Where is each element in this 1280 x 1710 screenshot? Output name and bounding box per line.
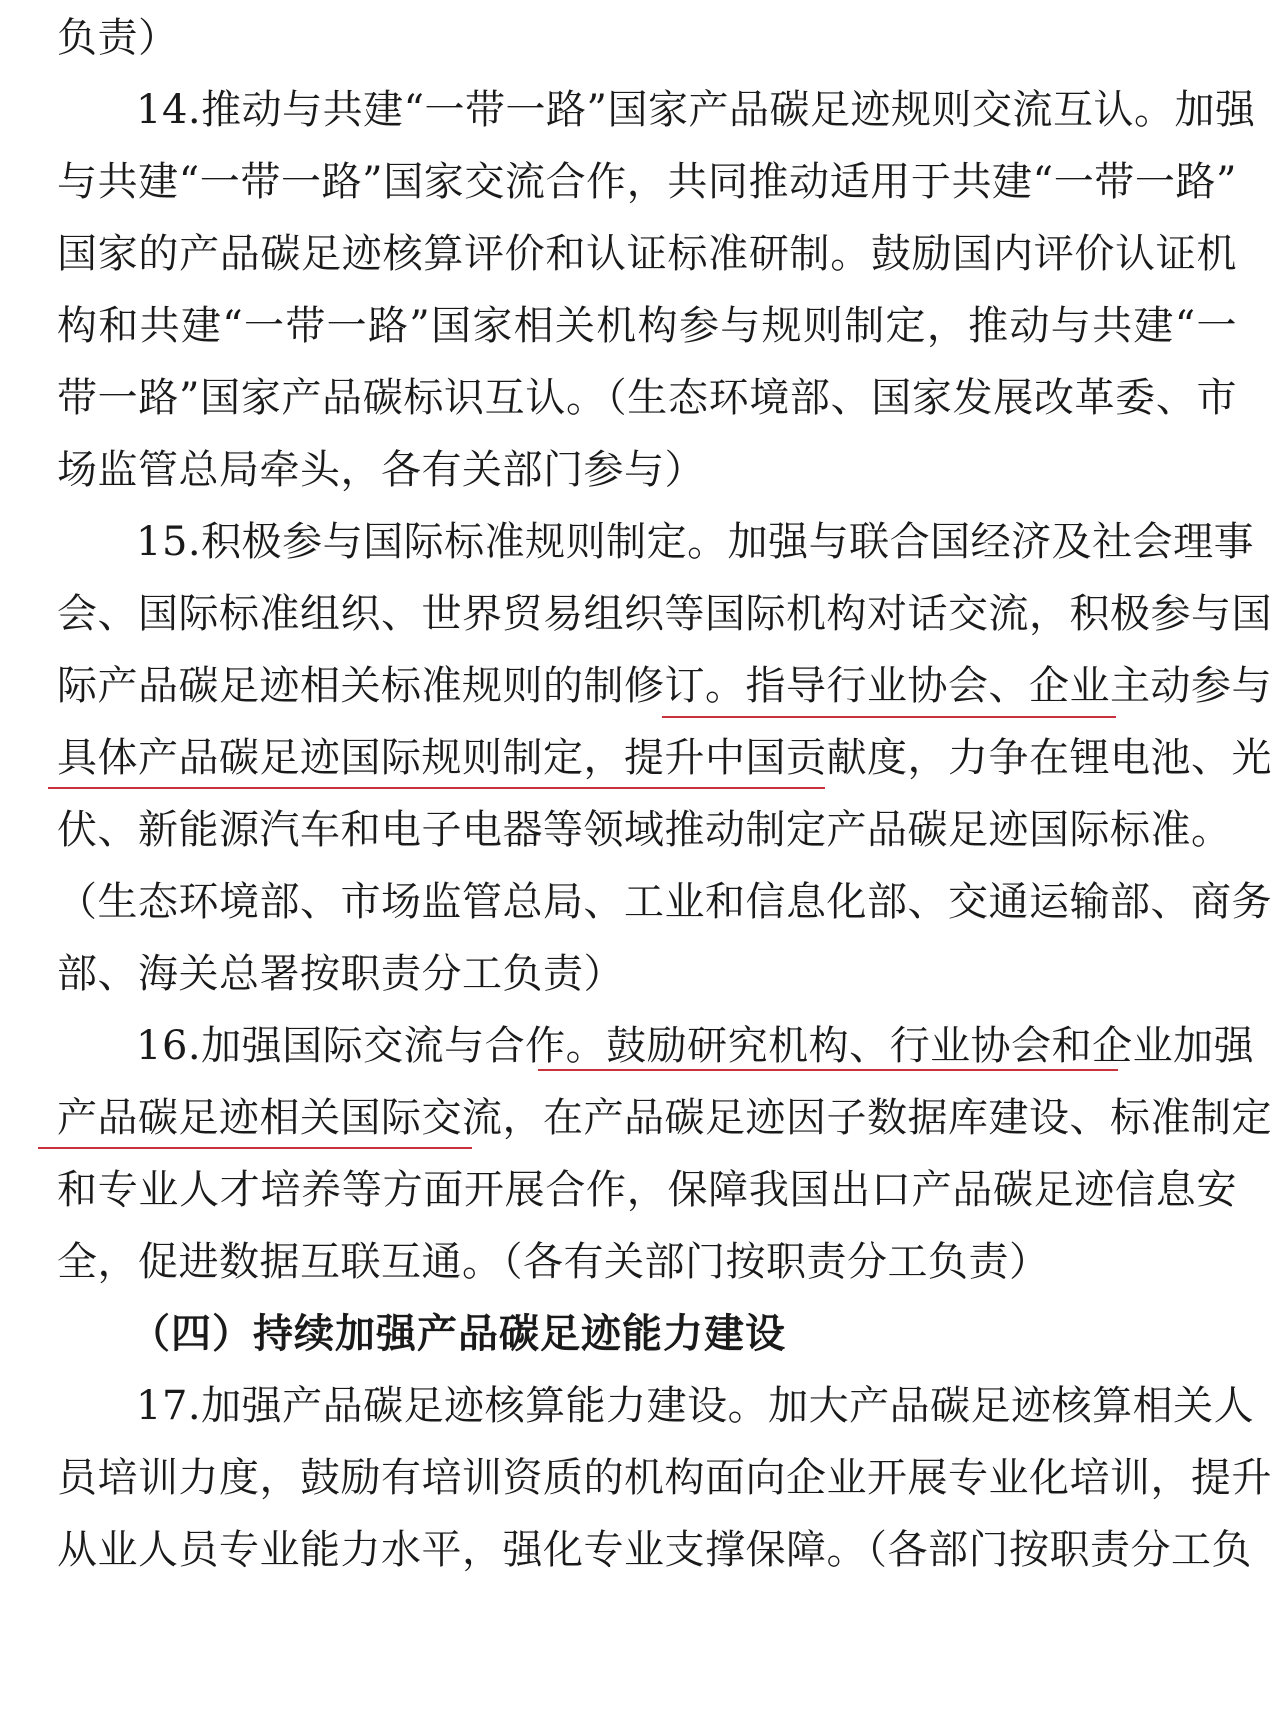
text-line: （生态环境部、市场监管总局、工业和信息化部、交通运输部、商务 bbox=[57, 879, 1272, 925]
red-underline bbox=[48, 787, 825, 789]
red-underline bbox=[38, 1147, 472, 1149]
text-line: 具体产品碳足迹国际规则制定，提升中国贡献度，力争在锂电池、光 bbox=[57, 735, 1272, 781]
text-line: 带一路”国家产品碳标识互认。（生态环境部、国家发展改革委、市 bbox=[57, 375, 1237, 421]
text-line: 全，促进数据互联互通。（各有关部门按职责分工负责） bbox=[57, 1239, 1050, 1285]
text-line: 与共建“一带一路”国家交流合作，共同推动适用于共建“一带一路” bbox=[57, 159, 1237, 205]
text-line: 国家的产品碳足迹核算评价和认证标准研制。鼓励国内评价认证机 bbox=[57, 231, 1237, 277]
text-line: 14.推动与共建“一带一路”国家产品碳足迹规则交流互认。加强 bbox=[136, 87, 1256, 133]
text-line: 会、国际标准组织、世界贸易组织等国际机构对话交流，积极参与国 bbox=[57, 591, 1272, 637]
red-underline bbox=[662, 716, 1116, 718]
text-line: 15.积极参与国际标准规则制定。加强与联合国经济及社会理事 bbox=[136, 519, 1255, 565]
text-line: 16.加强国际交流与合作。鼓励研究机构、行业协会和企业加强 bbox=[136, 1023, 1255, 1069]
text-line: 伏、新能源汽车和电子电器等领域推动制定产品碳足迹国际标准。 bbox=[57, 807, 1232, 853]
text-line: 负责） bbox=[57, 15, 179, 61]
red-underline bbox=[538, 1069, 1118, 1071]
text-line: 际产品碳足迹相关标准规则的制修订。指导行业协会、企业主动参与 bbox=[57, 663, 1272, 709]
section-heading: （四）持续加强产品碳足迹能力建设 bbox=[130, 1310, 786, 1357]
text-line: 17.加强产品碳足迹核算能力建设。加大产品碳足迹核算相关人 bbox=[136, 1383, 1255, 1429]
text-line: 和专业人才培养等方面开展合作，保障我国出口产品碳足迹信息安 bbox=[57, 1167, 1237, 1213]
text-line: 从业人员专业能力水平，强化专业支撑保障。（各部门按职责分工负 bbox=[57, 1527, 1252, 1573]
text-line: 员培训力度，鼓励有培训资质的机构面向企业开展专业化培训，提升 bbox=[57, 1455, 1272, 1501]
text-line: 构和共建“一带一路”国家相关机构参与规则制定，推动与共建“一 bbox=[57, 303, 1237, 349]
text-line: 场监管总局牵头，各有关部门参与） bbox=[57, 447, 705, 493]
text-line: 部、海关总署按职责分工负责） bbox=[57, 951, 624, 997]
text-line: 产品碳足迹相关国际交流，在产品碳足迹因子数据库建设、标准制定 bbox=[57, 1095, 1272, 1141]
